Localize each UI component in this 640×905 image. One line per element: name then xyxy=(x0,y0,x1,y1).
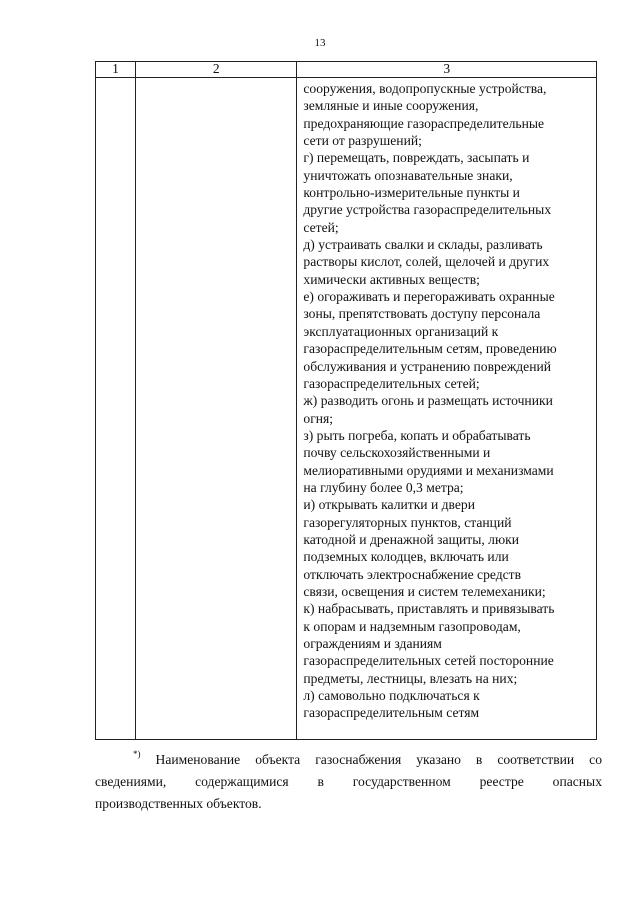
text-line: мелиоративными орудиями и механизмами xyxy=(303,462,554,478)
text-line: контрольно-измерительные пункты и xyxy=(303,185,520,201)
text-line: газораспределительным сетям xyxy=(303,705,480,721)
text-line: отключать электроснабжение средств xyxy=(303,566,522,582)
table-cell-col2 xyxy=(136,78,297,740)
text-line: з) рыть погреба, копать и обрабатывать xyxy=(303,427,531,443)
text-line: газораспределительным сетям, проведению xyxy=(303,341,557,357)
text-line: подземных колодцев, включать или xyxy=(303,549,509,565)
text-line: химически активных веществ; xyxy=(303,271,480,287)
text-line: газораспределительных сетей; xyxy=(303,375,480,391)
table-header-row xyxy=(96,62,597,78)
text-line: к) набрасывать, приставлять и привязывать xyxy=(303,601,555,617)
text-line: сооружения, водопропускные устройства, xyxy=(303,81,547,96)
text-line: земляные и иные сооружения, xyxy=(303,98,479,114)
text-line: катодной и дренажной защиты, люки xyxy=(303,531,519,547)
column-header-2: 2 xyxy=(136,62,297,78)
table-cell-col1 xyxy=(96,78,136,740)
text-line: ж) разводить огонь и размещать источники xyxy=(303,393,553,409)
text-line: к опорам и надземным газопроводам, xyxy=(303,618,521,634)
text-line: почву сельскохозяйственными и xyxy=(303,445,491,461)
column-header-1: 1 xyxy=(96,62,136,78)
footnote-marker: *) xyxy=(133,749,141,759)
footnote-line-1: *) Наименование объекта газоснабжения указано в соответствии со xyxy=(133,749,602,767)
footnote-line-3: производственных объектов. xyxy=(95,796,262,811)
text-line: на глубину более 0,3 метра; xyxy=(303,479,464,495)
text-line: д) устраивать свалки и склады, разливать xyxy=(303,237,543,253)
text-line: ограждениям и зданиям xyxy=(303,636,442,651)
text-line: г) перемещать, повреждать, засыпать и xyxy=(303,150,530,166)
text-line: газорегуляторных пунктов, станций xyxy=(303,514,512,530)
text-line: обслуживания и устранению повреждений xyxy=(303,358,552,374)
text-line: е) огораживать и перегораживать охранные xyxy=(303,289,555,305)
text-line: уничтожать опознавательные знаки, xyxy=(303,167,513,183)
column-header-3: 3 xyxy=(297,62,597,78)
restrictions-text xyxy=(297,78,596,722)
text-line: предохраняющие газораспределительные xyxy=(303,115,545,131)
table-cell-col3 xyxy=(297,78,597,740)
text-line: эксплуатационных организаций к xyxy=(303,323,499,339)
text-line: зоны, препятствовать доступу персонала xyxy=(303,306,541,322)
text-line: газораспределительных сетей посторонние xyxy=(303,653,554,669)
text-line: сети от разрушений; xyxy=(303,133,422,149)
text-line: сетей; xyxy=(303,219,339,235)
text-line: и) открывать калитки и двери xyxy=(303,497,476,513)
text-line: предметы, лестницы, влезать на них; xyxy=(303,670,518,686)
text-line: другие устройства газораспределительных xyxy=(303,202,552,218)
requirements-table xyxy=(95,61,597,740)
text-line: л) самовольно подключаться к xyxy=(303,688,480,704)
text-line: растворы кислот, солей, щелочей и других xyxy=(303,254,550,270)
table-row xyxy=(96,78,597,740)
text-line: связи, освещения и систем телемеханики; xyxy=(303,583,546,599)
page-number: 13 xyxy=(314,37,326,49)
footnote-line-2: сведениями, содержащимися в государственном реестре опасных xyxy=(95,774,602,789)
footnote xyxy=(95,743,602,815)
text-line: огня; xyxy=(303,410,334,426)
